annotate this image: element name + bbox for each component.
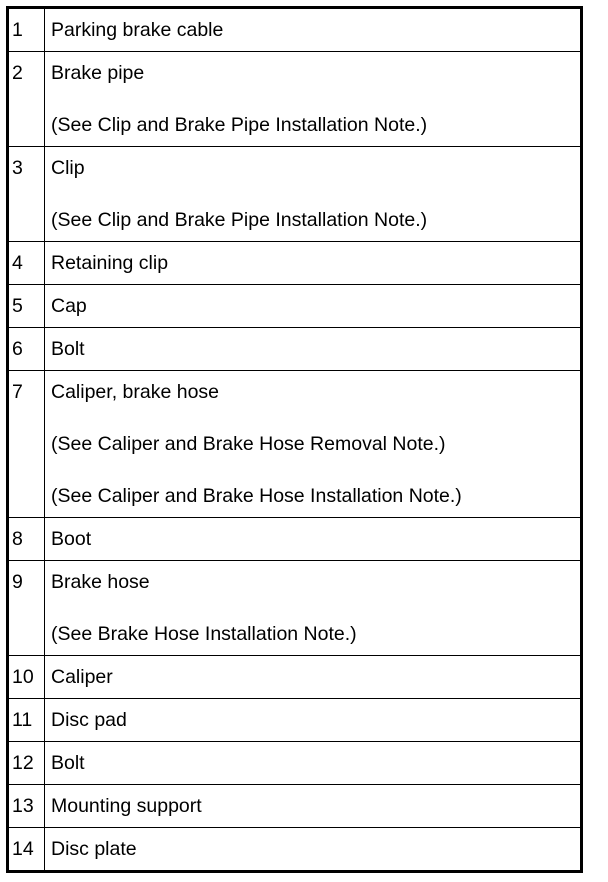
part-description — [45, 8, 582, 52]
table-row — [8, 8, 582, 52]
part-name: Cap — [51, 295, 87, 317]
part-note: (See Caliper and Brake Hose Removal Note.) — [51, 433, 446, 455]
parts-table — [6, 6, 583, 873]
part-number: 13 — [8, 785, 45, 828]
part-name: Retaining clip — [51, 252, 169, 274]
parts-table-body — [8, 8, 582, 872]
part-note: (See Caliper and Brake Hose Installation Note.) — [51, 485, 462, 507]
part-description — [45, 656, 582, 699]
part-number: 5 — [8, 285, 45, 328]
table-row — [8, 742, 582, 785]
part-number: 12 — [8, 742, 45, 785]
part-number: 9 — [8, 561, 45, 656]
table-row — [8, 285, 582, 328]
table-row — [8, 371, 582, 518]
part-note: (See Clip and Brake Pipe Installation Note.) — [51, 209, 428, 231]
part-description — [45, 785, 582, 828]
part-description — [45, 699, 582, 742]
part-number: 1 — [8, 8, 45, 52]
table-row — [8, 699, 582, 742]
table-row — [8, 328, 582, 371]
part-name: Disc pad — [51, 709, 127, 731]
part-number: 7 — [8, 371, 45, 518]
part-number: 8 — [8, 518, 45, 561]
table-row — [8, 828, 582, 872]
table-row — [8, 242, 582, 285]
table-row — [8, 147, 582, 242]
part-description — [45, 147, 582, 242]
table-row — [8, 52, 582, 147]
part-name: Bolt — [51, 752, 85, 774]
part-name: Boot — [51, 528, 92, 550]
table-row — [8, 518, 582, 561]
part-number: 14 — [8, 828, 45, 872]
part-number: 2 — [8, 52, 45, 147]
part-note: (See Clip and Brake Pipe Installation Note.) — [51, 114, 428, 136]
part-description — [45, 285, 582, 328]
part-name: Clip — [51, 157, 85, 179]
part-number: 11 — [8, 699, 45, 742]
part-name: Caliper — [51, 666, 113, 688]
part-description — [45, 828, 582, 872]
part-description — [45, 242, 582, 285]
part-number: 3 — [8, 147, 45, 242]
part-number: 6 — [8, 328, 45, 371]
part-description — [45, 328, 582, 371]
part-name: Brake pipe — [51, 62, 145, 84]
part-name: Brake hose — [51, 571, 150, 593]
part-name: Mounting support — [51, 795, 202, 817]
part-description — [45, 561, 582, 656]
part-description — [45, 371, 582, 518]
table-row — [8, 785, 582, 828]
part-number: 10 — [8, 656, 45, 699]
part-description — [45, 742, 582, 785]
table-row — [8, 656, 582, 699]
part-name: Disc plate — [51, 838, 137, 860]
part-description — [45, 518, 582, 561]
part-note: (See Brake Hose Installation Note.) — [51, 623, 357, 645]
part-name: Parking brake cable — [51, 19, 224, 41]
part-name: Bolt — [51, 338, 85, 360]
part-name: Caliper, brake hose — [51, 381, 220, 403]
part-number: 4 — [8, 242, 45, 285]
part-description — [45, 52, 582, 147]
table-row — [8, 561, 582, 656]
